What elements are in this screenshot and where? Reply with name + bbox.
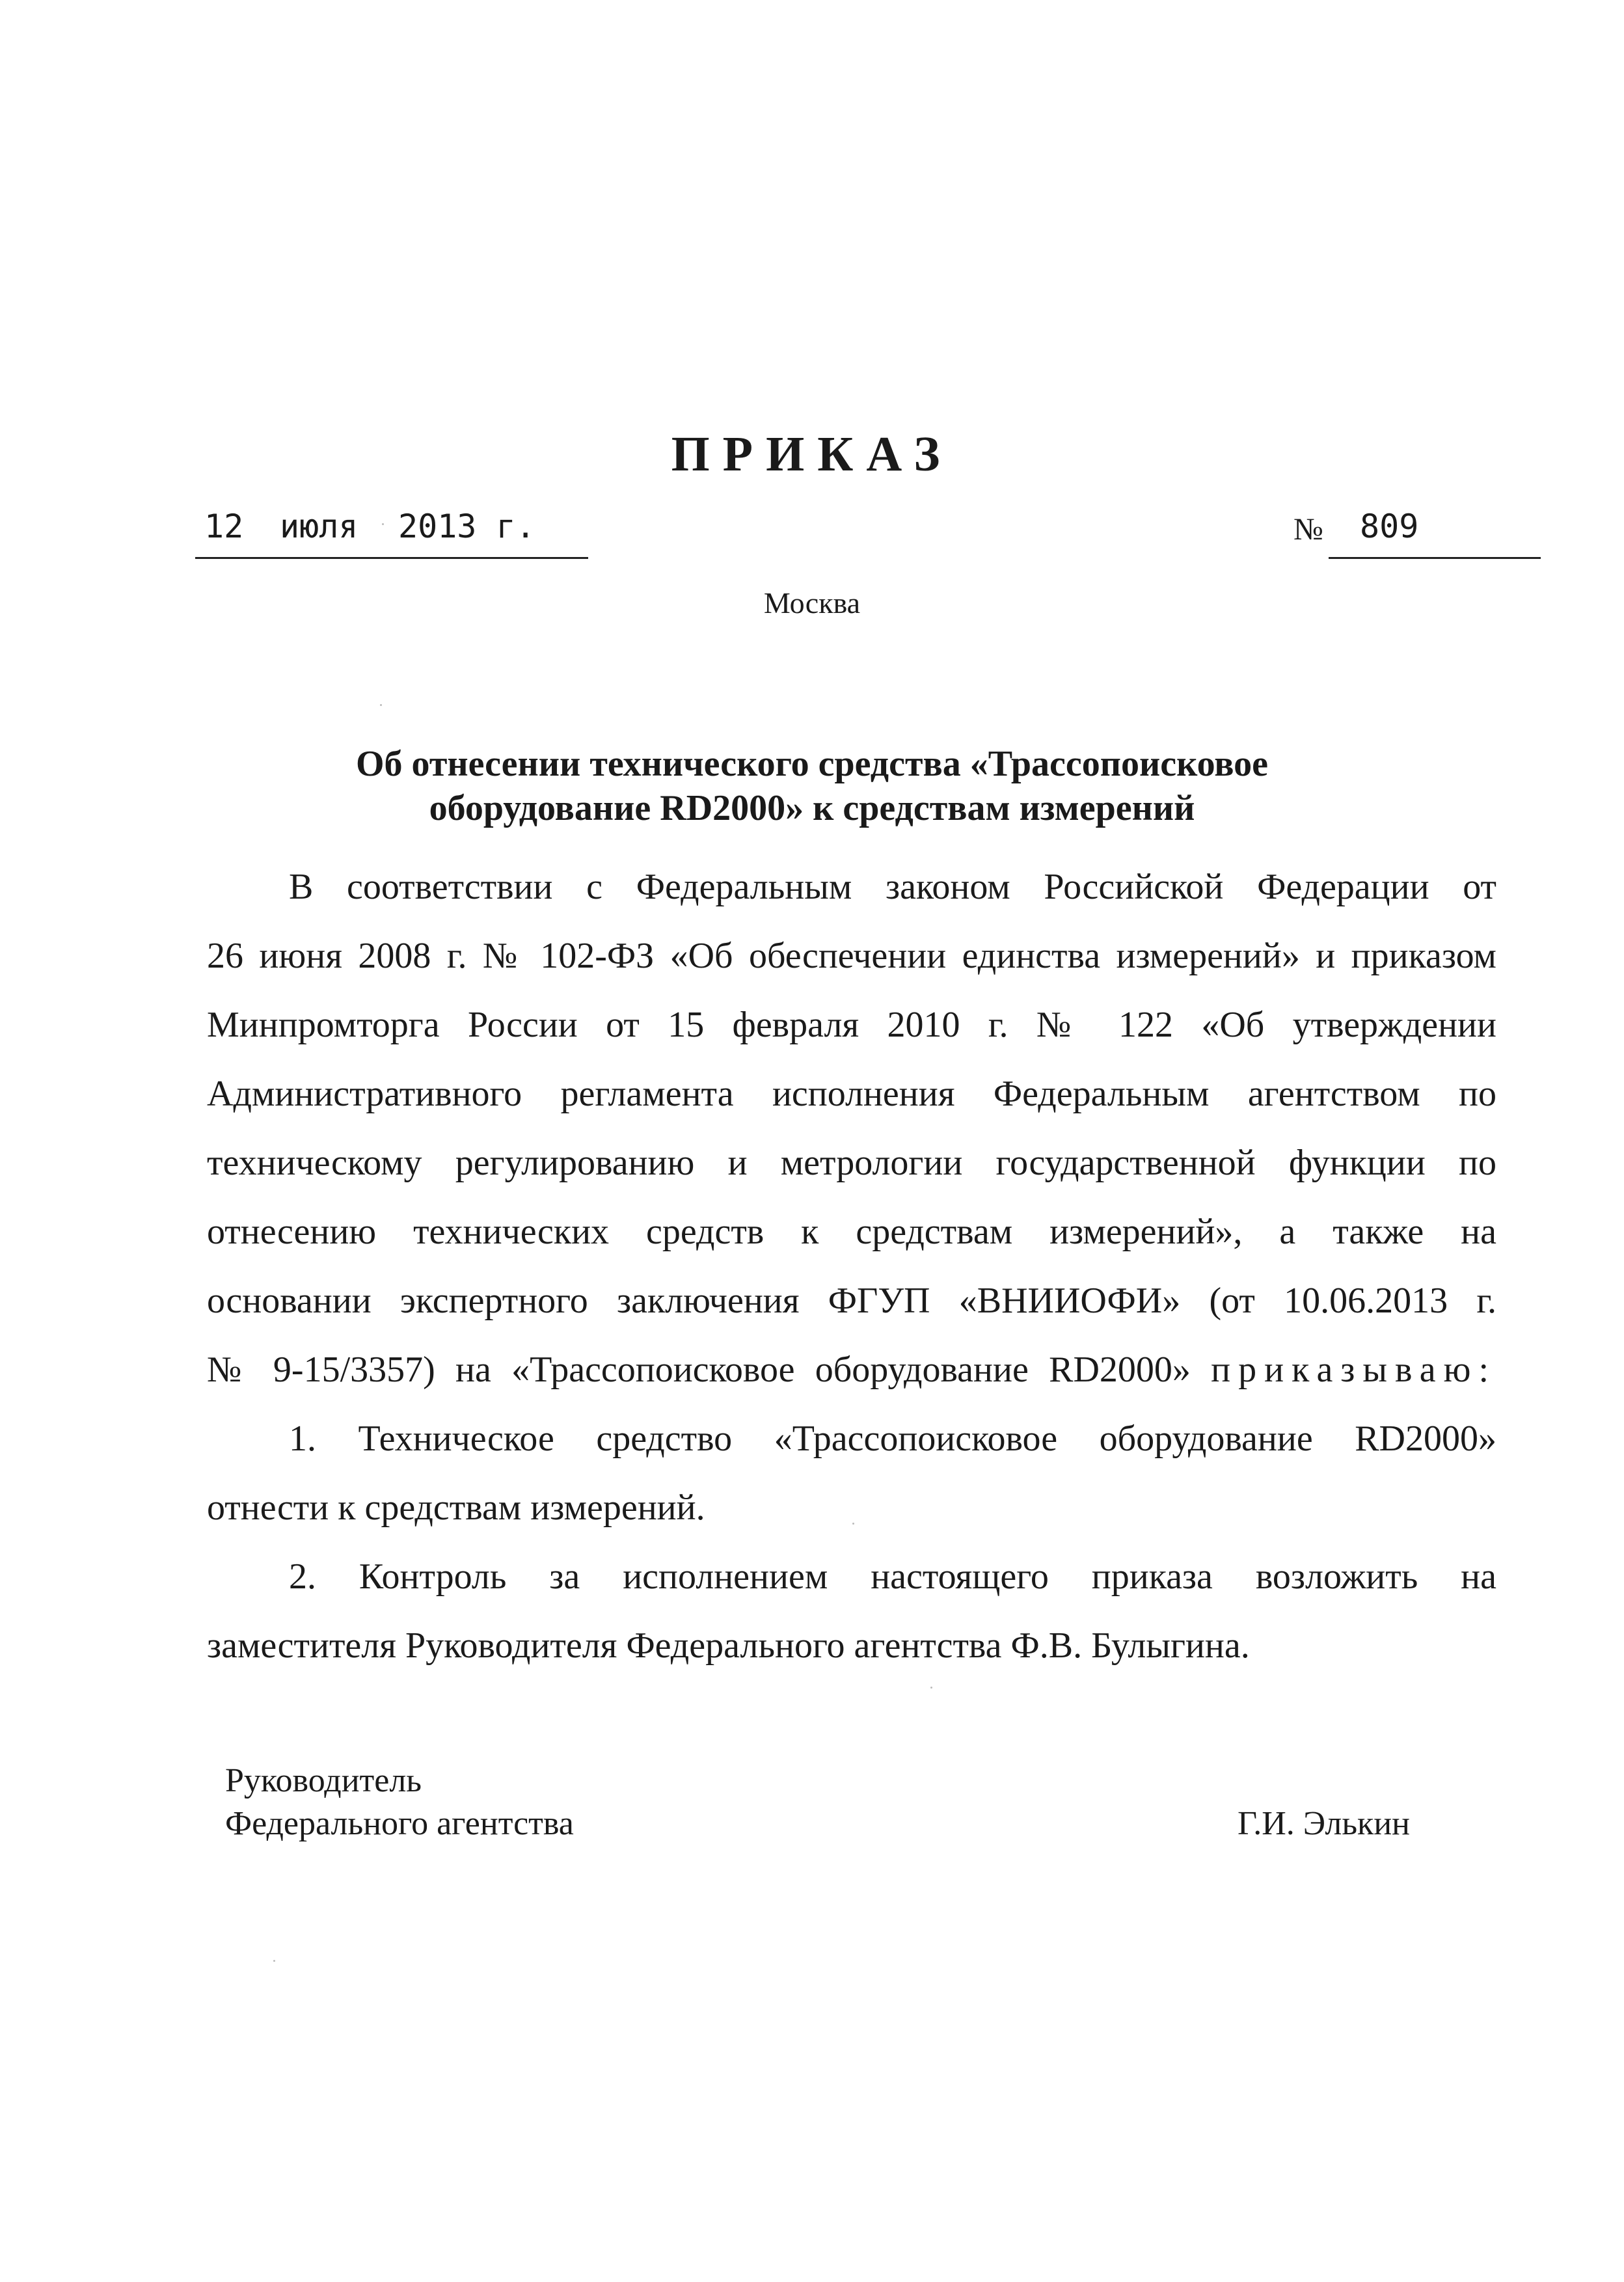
order-number: 809 [1360,508,1419,545]
order-item-1-line-2: отнести к средствам измерений. [207,1487,705,1528]
order-subject-line-2: оборудование RD2000» к средствам измерений [429,788,1195,828]
signatory-position-line-1: Руководитель [225,1762,422,1799]
order-item-1-line-1: 1. Техническое средство «Трассопоисковое оборудование RD2000» [289,1419,1496,1459]
document-type-title: ПРИКАЗ [671,427,953,482]
scan-speck [273,1960,275,1962]
order-word: приказываю: [1211,1350,1497,1390]
scan-speck [930,1687,932,1689]
preamble-paragraph [207,852,1496,1404]
scan-speck [382,523,384,525]
preamble-line: отнесению технических средств к средствам измерений», а также на [207,1212,1496,1252]
preamble-line: 26 июня 2008 г. № 102-ФЗ «Об обеспечении единства измерений» и приказом [207,936,1496,976]
preamble-final-text: № 9-15/3357) на «Трассопоисковое оборудование RD2000» [207,1350,1191,1390]
order-date [195,510,588,559]
preamble-line: техническому регулированию и метрологии государственной функции по [207,1143,1496,1183]
scan-speck [380,704,382,706]
order-item-2-line-1: 2. Контроль за исполнением настоящего приказа возложить на [289,1556,1496,1597]
order-date-month: июля [280,508,359,545]
signatory-name: Г.И. Элькин [1238,1805,1410,1842]
order-subject-line-1: Об отнесении технического средства «Трассопоисковое [356,744,1268,784]
order-date-year: 2013 г. [398,508,535,545]
number-sign: № [1293,514,1329,559]
order-item-2-line-2: заместителя Руководителя Федерального агентства Ф.В. Булыгина. [207,1625,1250,1666]
signatory-position-line-2: Федерального агентства [225,1805,574,1842]
preamble-line: Административного регламента исполнения Федеральным агентством по [207,1074,1496,1114]
preamble-final-line [207,1335,1496,1404]
scan-speck [852,1523,854,1525]
order-item-1 [207,1404,1496,1542]
preamble-line: В соответствии с Федеральным законом Российской Федерации от [289,867,1496,907]
order-item-2 [207,1542,1496,1680]
order-date-day: 12 [204,508,244,545]
signatory-position [225,1759,574,1845]
issue-city: Москва [763,586,861,619]
order-number-field [1293,510,1541,559]
preamble-line: основании экспертного заключения ФГУП «ВНИИОФИ» (от 10.06.2013 г. [207,1281,1496,1321]
preamble-line: Минпромторга России от 15 февраля 2010 г. № 122 «Об утверждении [207,1005,1496,1045]
order-subject [0,742,1624,830]
